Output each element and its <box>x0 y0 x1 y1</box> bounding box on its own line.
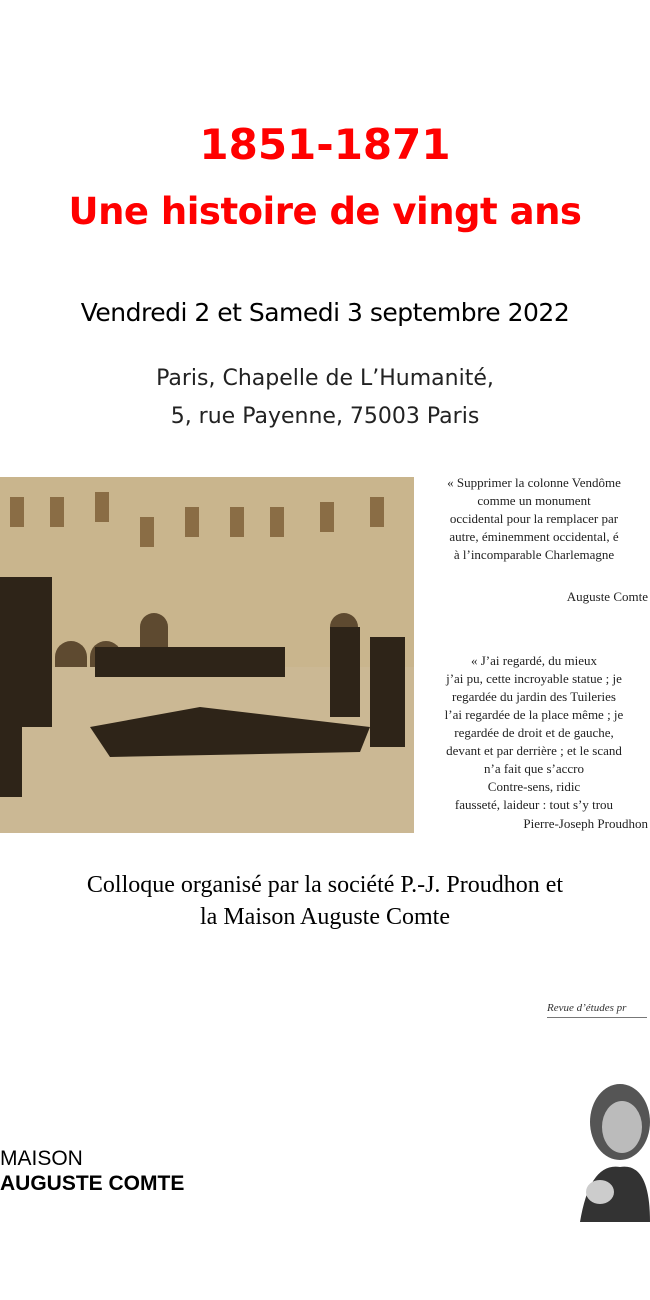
quote-line: regardée du jardin des Tuileries <box>452 689 616 704</box>
historical-photo-fallen-vendome-statue <box>0 477 414 833</box>
quote-line: devant et par derrière ; et le scand <box>446 743 622 758</box>
quote-author-proudhon: Pierre-Joseph Proudhon <box>523 816 648 831</box>
quote-line: « J’ai regardé, du mieux <box>471 653 597 668</box>
quote-author-comte: Auguste Comte <box>566 589 648 604</box>
venue-line-2: 5, rue Payenne, 75003 Paris <box>170 404 480 429</box>
quote-comte <box>420 474 648 564</box>
revue-logo: Revue d’études pr <box>547 1002 647 1018</box>
quote-line: regardée de droit et de gauche, <box>454 725 614 740</box>
quote-proudhon <box>420 652 648 814</box>
organizer-line-2: la Maison Auguste Comte <box>200 904 450 930</box>
quote-line: j’ai pu, cette incroyable statue ; je <box>446 671 622 686</box>
quote-line: comme un monument <box>477 493 591 508</box>
title-years: 1851-1871 <box>199 120 451 169</box>
quote-line: fausseté, laideur : tout s’y trou <box>454 797 614 812</box>
title-subtitle: Une histoire de vingt ans <box>68 190 582 233</box>
quote-line: l’ai regardée de la place même ; je <box>444 707 624 722</box>
event-dates: Vendredi 2 et Samedi 3 septembre 2022 <box>80 298 570 327</box>
venue-line-1: Paris, Chapelle de L’Humanité, <box>156 366 494 391</box>
quote-line: autre, éminemment occidental, é <box>449 529 619 544</box>
proudhon-portrait-engraving <box>570 1072 650 1222</box>
quote-line: « Supprimer la colonne Vendôme <box>447 475 621 490</box>
maison-logo-line-1: MAISON <box>0 1147 83 1170</box>
quote-line: Contre-sens, ridic <box>487 779 581 794</box>
quote-line: à l’incomparable Charlemagne <box>453 547 615 562</box>
quote-line: occidental pour la remplacer par <box>449 511 619 526</box>
maison-logo-line-2: AUGUSTE COMTE <box>0 1172 185 1195</box>
quote-line: n’a fait que s’accro <box>484 761 584 776</box>
organizer-line-1: Colloque organisé par la société P.-J. Proudhon et <box>86 872 564 898</box>
